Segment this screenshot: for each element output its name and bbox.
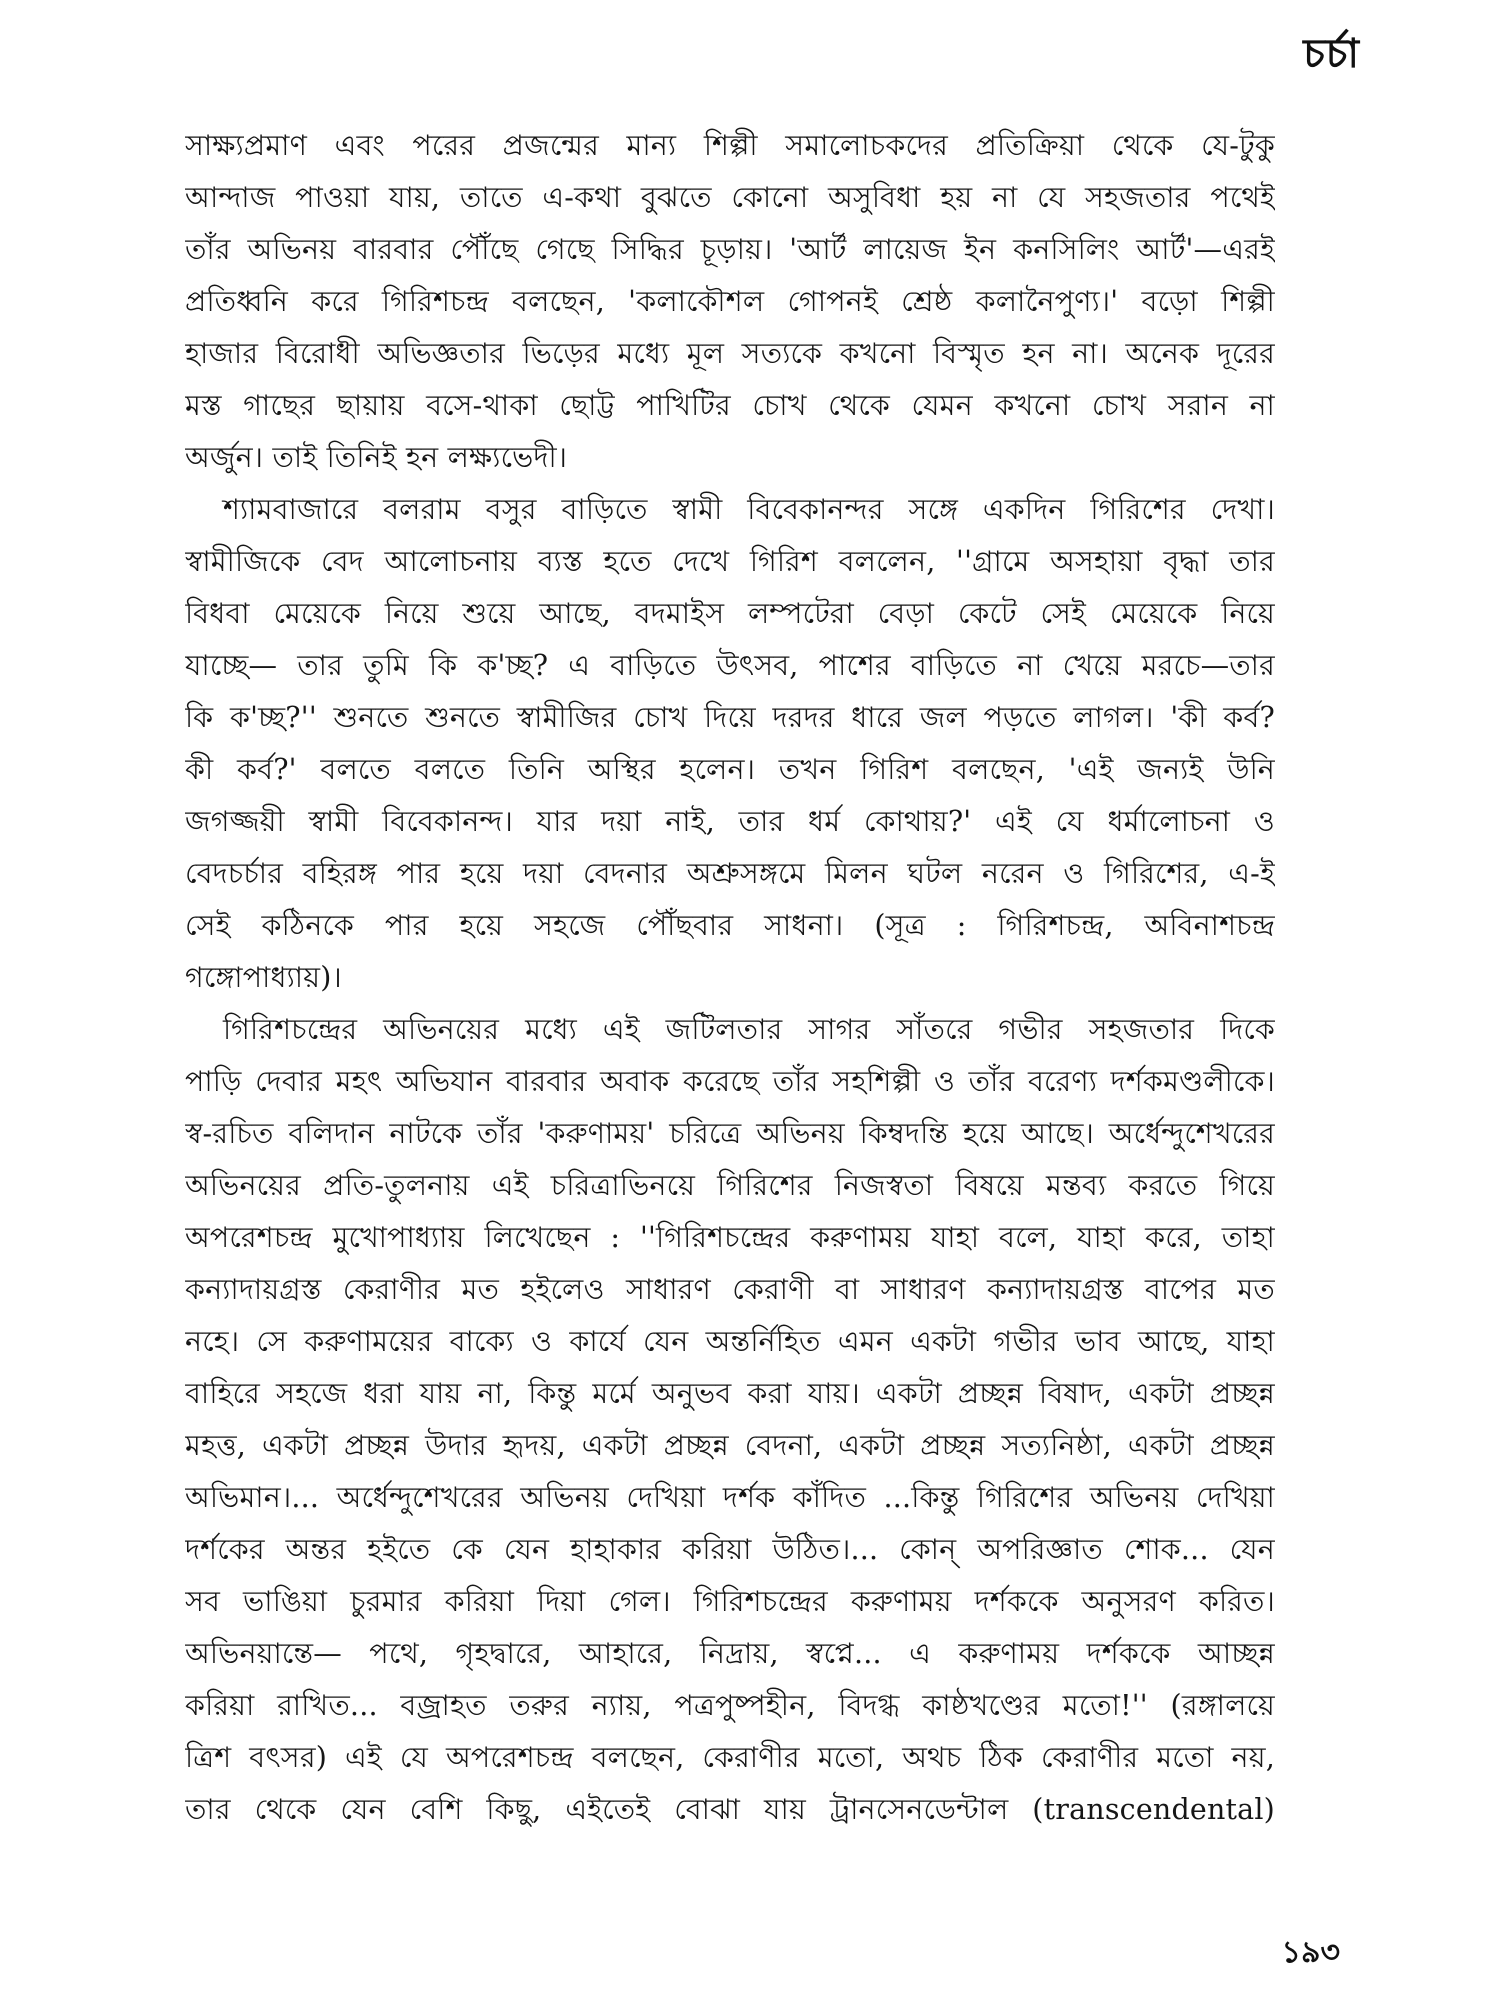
- paragraph-1: [185, 120, 1275, 484]
- text-line: নহে। সে করুণাময়ের বাক্যে ও কার্যে যেন অন্তর্নিহিত এমন একটা গভীর ভাব আছে, যাহা: [185, 1325, 1275, 1358]
- text-line: জগজ্জয়ী স্বামী বিবেকানন্দ। যার দয়া নাই, তার ধর্ম কোথায়?' এই যে ধর্মালোচনা ও: [185, 805, 1275, 838]
- text-line: সেই কঠিনকে পার হয়ে সহজে পৌঁছবার সাধনা। (সূত্র : গিরিশচন্দ্র, অবিনাশচন্দ্র: [185, 909, 1275, 942]
- text-line: স্বামীজিকে বেদ আলোচনায় ব্যস্ত হতে দেখে গিরিশ বললেন, ''গ্রামে অসহায়া বৃদ্ধা তার: [185, 545, 1275, 578]
- text-line: স্ব-রচিত বলিদান নাটকে তাঁর 'করুণাময়' চরিত্রে অভিনয় কিম্বদন্তি হয়ে আছে। অর্ধেন্দুশেখরের: [185, 1117, 1275, 1150]
- text-line: ত্রিশ বৎসর) এই যে অপরেশচন্দ্র বলছেন, কেরাণীর মতো, অথচ ঠিক কেরাণীর মতো নয়,: [185, 1741, 1275, 1774]
- text-line: দর্শকের অন্তর হইতে কে যেন হাহাকার করিয়া উঠিত।... কোন্ অপরিজ্ঞাত শোক... যেন: [185, 1533, 1275, 1566]
- text-line: তার থেকে যেন বেশি কিছু, এইতেই বোঝা যায় ট্রানসেনডেন্টাল (transcendental): [185, 1793, 1275, 1826]
- text-line: অভিমান।... অর্ধেন্দুশেখরের অভিনয় দেখিয়া দর্শক কাঁদিত ...কিন্তু গিরিশের অভিনয় দেখিয়া: [185, 1481, 1275, 1514]
- text-line: বেদচর্চার বহিরঙ্গ পার হয়ে দয়া বেদনার অশ্রুসঙ্গমে মিলন ঘটল নরেন ও গিরিশের, এ-ই: [185, 857, 1275, 890]
- text-line: যাচ্ছে— তার তুমি কি ক'চ্ছ? এ বাড়িতে উৎসব, পাশের বাড়িতে না খেয়ে মরচে—তার: [185, 649, 1275, 682]
- text-line: বাহিরে সহজে ধরা যায় না, কিন্তু মর্মে অনুভব করা যায়। একটা প্রচ্ছন্ন বিষাদ, একটা প্রচ্ছন্ন: [185, 1377, 1275, 1410]
- running-head: চর্চা: [1303, 30, 1360, 77]
- body-text: [185, 120, 1275, 1836]
- text-line: অভিনয়ের প্রতি-তুলনায় এই চরিত্রাভিনয়ে গিরিশের নিজস্বতা বিষয়ে মন্তব্য করতে গিয়ে: [185, 1169, 1275, 1202]
- page-number: ১৯৩: [1281, 1935, 1340, 1970]
- text-line: হাজার বিরোধী অভিজ্ঞতার ভিড়ের মধ্যে মূল সত্যকে কখনো বিস্মৃত হন না। অনেক দূরের: [185, 337, 1275, 370]
- text-line: তাঁর অভিনয় বারবার পৌঁছে গেছে সিদ্ধির চূড়ায়। 'আর্ট লায়েজ ইন কনসিলিং আর্ট'—এরই: [185, 233, 1275, 266]
- text-line: গঙ্গোপাধ্যায়)।: [185, 961, 342, 994]
- text-line: কন্যাদায়গ্রস্ত কেরাণীর মত হইলেও সাধারণ কেরাণী বা সাধারণ কন্যাদায়গ্রস্ত বাপের মত: [185, 1273, 1275, 1306]
- text-line: মহত্ত, একটা প্রচ্ছন্ন উদার হৃদয়, একটা প্রচ্ছন্ন বেদনা, একটা প্রচ্ছন্ন সত্যনিষ্ঠা, একটা প্রচ্ছন্ন: [185, 1429, 1275, 1462]
- text-line: অভিনয়ান্তে— পথে, গৃহদ্বারে, আহারে, নিদ্রায়, স্বপ্নে... এ করুণাময় দর্শককে আচ্ছন্ন: [185, 1637, 1275, 1670]
- text-line: গিরিশচন্দ্রের অভিনয়ের মধ্যে এই জটিলতার সাগর সাঁতরে গভীর সহজতার দিকে: [223, 1013, 1275, 1046]
- text-line: করিয়া রাখিত... বজ্রাহত তরুর ন্যায়, পত্রপুষ্পহীন, বিদগ্ধ কাষ্ঠখণ্ডের মতো!'' (রঙ্গালয়ে: [185, 1689, 1275, 1722]
- text-line: কী কর্ব?' বলতে বলতে তিনি অস্থির হলেন। তখন গিরিশ বলছেন, 'এই জন্যই উনি: [185, 753, 1275, 786]
- text-line: শ্যামবাজারে বলরাম বসুর বাড়িতে স্বামী বিবেকানন্দর সঙ্গে একদিন গিরিশের দেখা।: [223, 493, 1275, 526]
- text-line: পাড়ি দেবার মহৎ অভিযান বারবার অবাক করেছে তাঁর সহশিল্পী ও তাঁর বরেণ্য দর্শকমণ্ডলীকে।: [185, 1065, 1275, 1098]
- paragraph-3: [185, 1004, 1275, 1836]
- text-line: অপরেশচন্দ্র মুখোপাধ্যায় লিখেছেন : ''গিরিশচন্দ্রের করুণাময় যাহা বলে, যাহা করে, তাহা: [185, 1221, 1275, 1254]
- text-line: সাক্ষ্যপ্রমাণ এবং পরের প্রজন্মের মান্য শিল্পী সমালোচকদের প্রতিক্রিয়া থেকে যে-টুকু: [185, 129, 1275, 162]
- text-line: আন্দাজ পাওয়া যায়, তাতে এ-কথা বুঝতে কোনো অসুবিধা হয় না যে সহজতার পথেই: [185, 181, 1275, 214]
- text-line: প্রতিধ্বনি করে গিরিশচন্দ্র বলছেন, 'কলাকৌশল গোপনই শ্রেষ্ঠ কলানৈপুণ্য।' বড়ো শিল্পী: [185, 285, 1275, 318]
- text-line: অর্জুন। তাই তিনিই হন লক্ষ্যভেদী।: [185, 441, 568, 474]
- text-line: কি ক'চ্ছ?'' শুনতে শুনতে স্বামীজির চোখ দিয়ে দরদর ধারে জল পড়তে লাগল। 'কী কর্ব?: [185, 701, 1275, 734]
- text-line: বিধবা মেয়েকে নিয়ে শুয়ে আছে, বদমাইস লম্পটেরা বেড়া কেটে সেই মেয়েকে নিয়ে: [185, 597, 1275, 630]
- text-line: সব ভাঙিয়া চুরমার করিয়া দিয়া গেল। গিরিশচন্দ্রের করুণাময় দর্শককে অনুসরণ করিত।: [185, 1585, 1275, 1618]
- paragraph-2: [185, 484, 1275, 1004]
- text-line: মস্ত গাছের ছায়ায় বসে-থাকা ছোট্ট পাখিটির চোখ থেকে যেমন কখনো চোখ সরান না: [185, 389, 1275, 422]
